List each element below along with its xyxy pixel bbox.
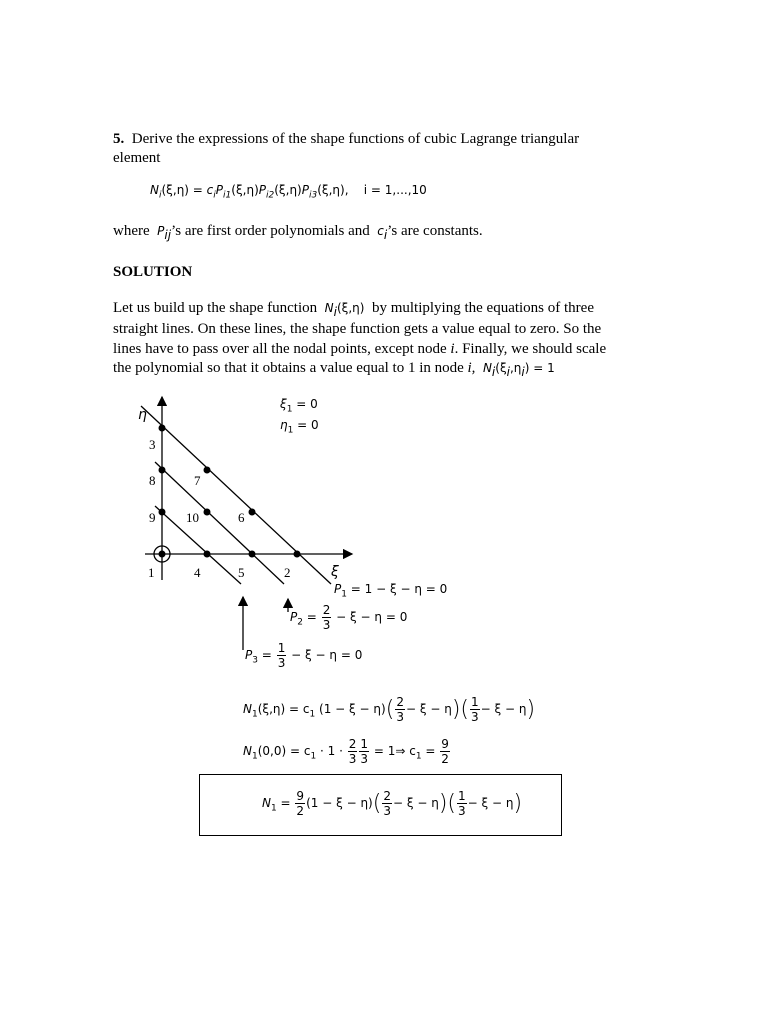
node-label-10: 10: [186, 510, 199, 525]
where-line: where $P_{ij}’s$ are first order polynomials and $c_i’s$ are constants.: [113, 223, 483, 242]
node-label-1: 1: [148, 565, 155, 580]
node-label-5: 5: [238, 565, 245, 580]
xi-axis-label: ξ: [331, 564, 339, 580]
problem-text: Derive the expressions of the shape functions of cubic Lagrange triangular: [131, 131, 580, 147]
node-1: [159, 551, 166, 558]
N1-at-origin-equation: $N_1(0,0) = c_1 \cdot 1$ · $\frac{2}{3}$ $\frac{1}{3}$ = 1⇒ $c_1$ = $\frac{9}{2}$: [243, 737, 449, 766]
node-6: [249, 509, 256, 516]
solution-line3: lines have to pass over all the nodal points, except node i. Finally, we should scale: [113, 341, 607, 357]
node-label-2: 2: [284, 565, 291, 580]
node-label-3: 3: [149, 437, 156, 452]
shape-function-equation: $N_i(\xi,\eta) = c_iP_{i1}(\xi,\eta)P_{i2}(\xi,\eta)P_{i3}(\xi,\eta)$, i = 1,...,10: [150, 183, 427, 201]
eta-axis-label: η: [138, 407, 147, 423]
node-label-6: 6: [238, 510, 245, 525]
node-7: [204, 467, 211, 474]
solution-line1: Let us build up the shape function $N_i(\xi,\eta)$ by multiplying the equations of three: [113, 300, 594, 319]
problem-statement-line2: element: [113, 150, 161, 166]
node-9: [159, 509, 166, 516]
node-10: [204, 509, 211, 516]
node-label-4: 4: [194, 565, 201, 580]
problem-number: 5.: [113, 131, 125, 147]
line-P2-label: $P_2$ = $\frac{2}{3}$ − ξ − η = 0: [290, 603, 408, 632]
node-label-8: 8: [149, 473, 156, 488]
line-P1-label: $P_1 = 1 - \xi - \eta = 0$: [334, 582, 448, 600]
N1-result-equation: $N_1$ = $\frac{9}{2}$ (1 − ξ − η)( $\frac{2}{3}$ − ξ − η)( $\frac{1}{3}$ − ξ − η): [262, 789, 523, 818]
node-2: [294, 551, 301, 558]
solution-heading: SOLUTION: [113, 264, 193, 280]
solution-line4: the polynomial so that it obtains a value equal to 1 in node i, $N_i(\xi_i,\eta_i) = 1$: [113, 360, 555, 379]
node-3: [159, 425, 166, 432]
node-4: [204, 551, 211, 558]
node-8: [159, 467, 166, 474]
node-5: [249, 551, 256, 558]
N1-equation: $N_1(\xi,\eta) = c_1$ (1 − ξ − η)( $\frac{2}{3}$ − ξ − η)( $\frac{1}{3}$ − ξ − η): [243, 695, 536, 724]
solution-line2: straight lines. On these lines, the shape function gets a value equal to zero. So the: [113, 321, 602, 337]
node-label-7: 7: [194, 473, 201, 488]
line-P3-label: $P_3$ = $\frac{1}{3}$ − ξ − η = 0: [245, 641, 363, 670]
condition-xi1: $\xi_1 = 0$: [280, 397, 318, 415]
condition-eta1: $\eta_1 = 0$: [280, 418, 319, 436]
node-label-9: 9: [149, 510, 156, 525]
